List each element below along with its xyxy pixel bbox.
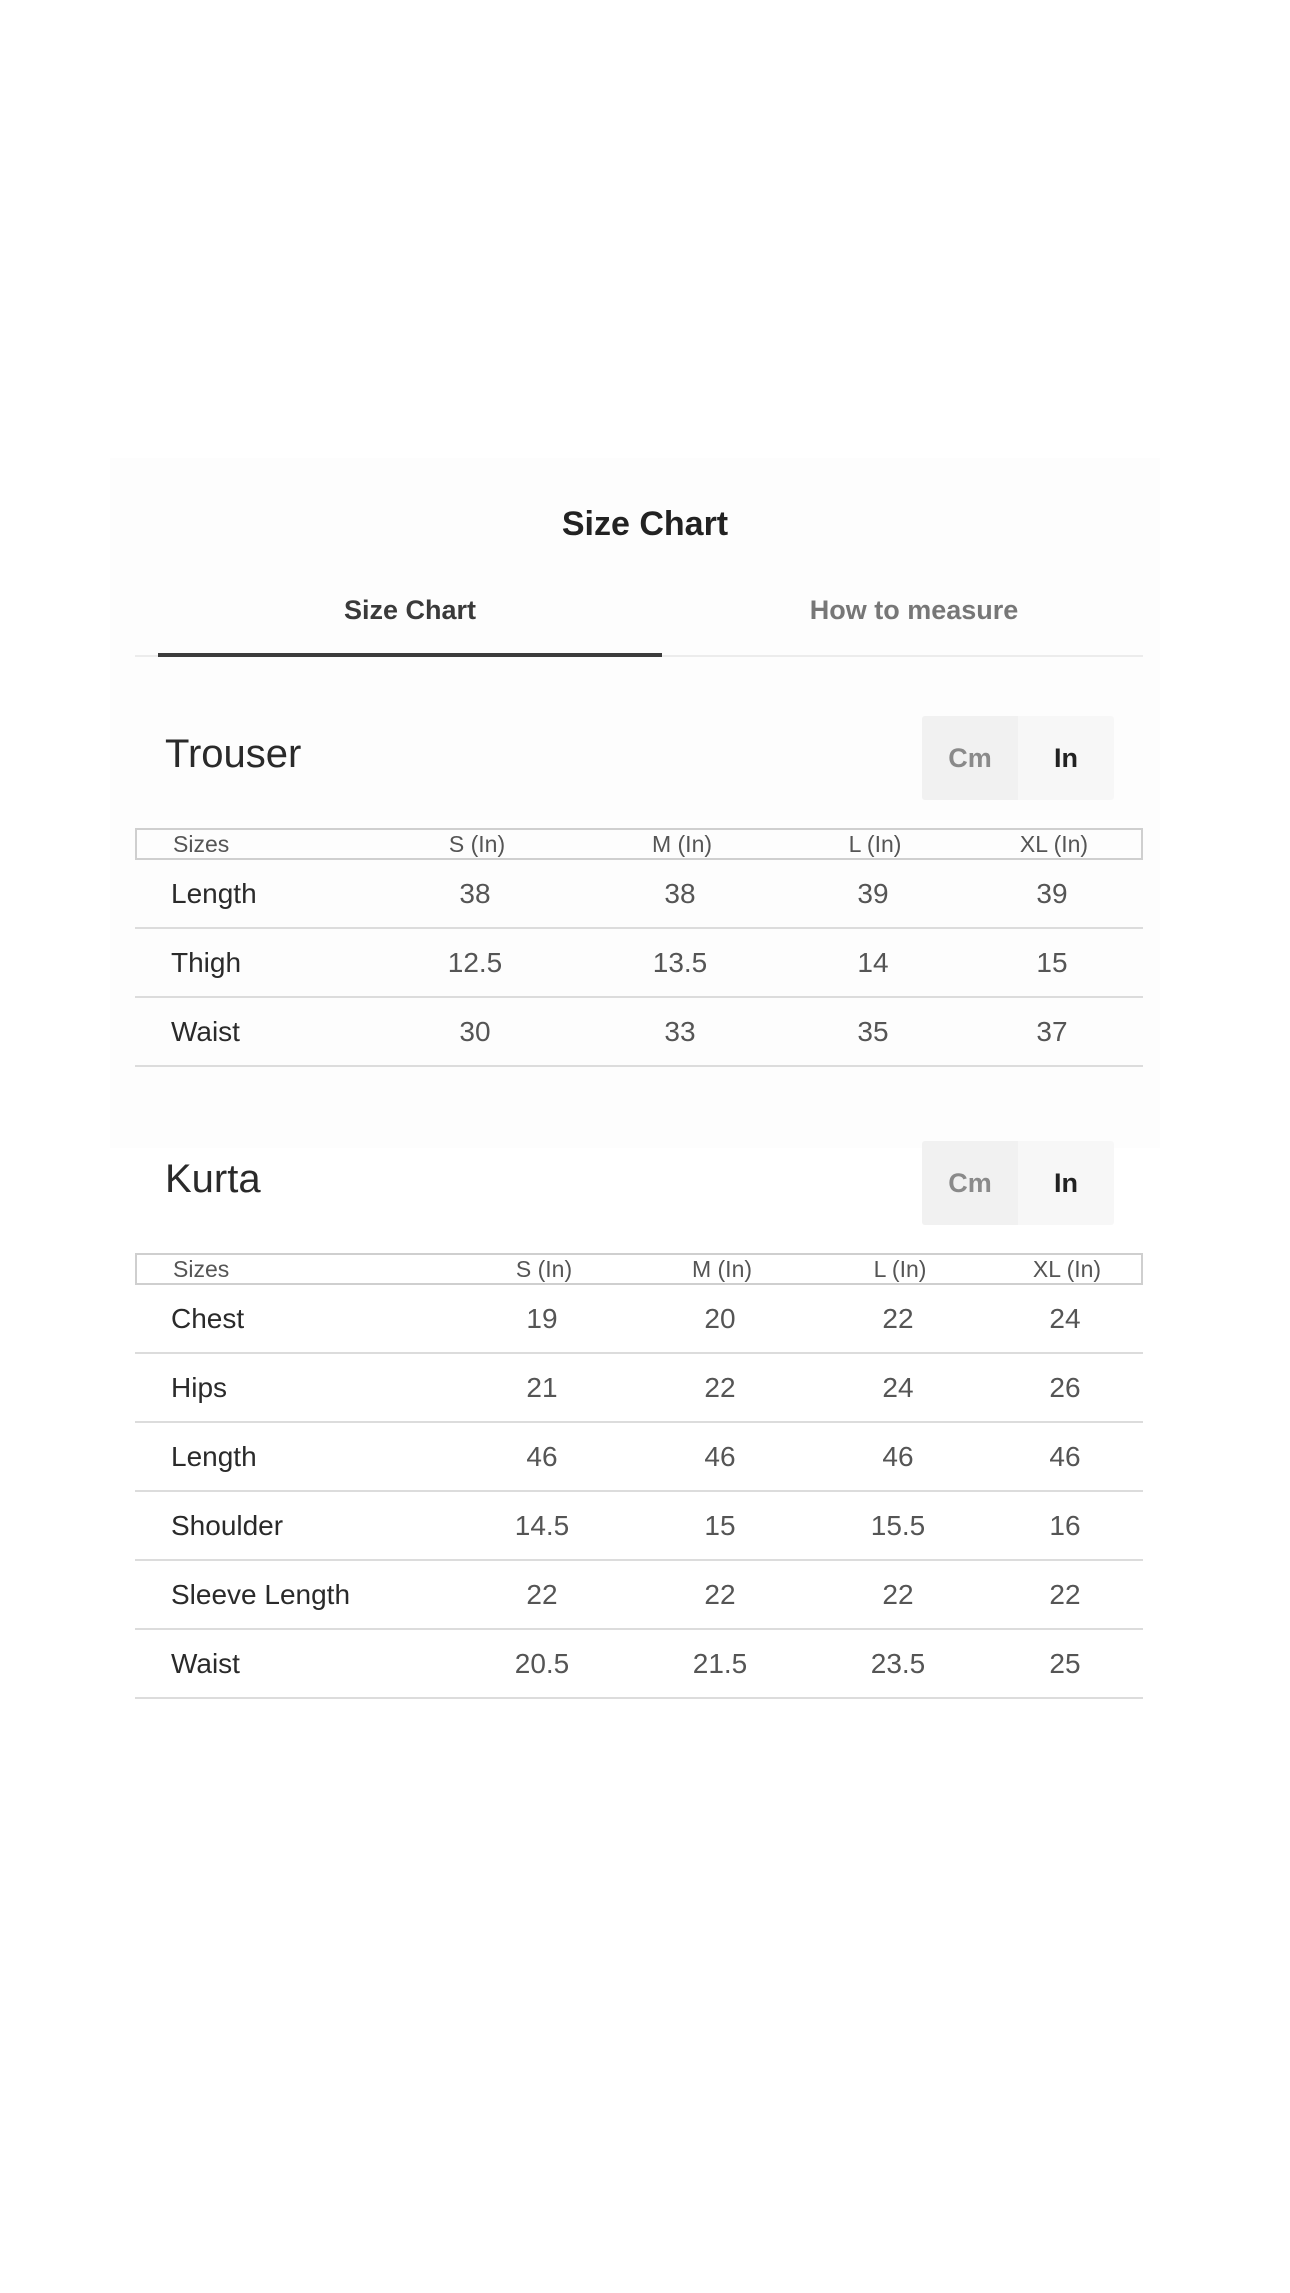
- cell-value: 13.5: [652, 947, 708, 978]
- cell-value: 24: [1049, 1303, 1081, 1334]
- unit-toggle-kurta: [922, 1141, 1114, 1225]
- row-label: Chest: [171, 1303, 245, 1334]
- row-label: Waist: [171, 1648, 240, 1679]
- header-s-label: S (In): [515, 1256, 573, 1282]
- table-row: [135, 860, 1143, 929]
- section-title-trouser: Trouser: [165, 732, 302, 776]
- cell-value: 16: [1049, 1510, 1081, 1541]
- cell-value: 14: [857, 947, 889, 978]
- cell-value: 14.5: [514, 1510, 570, 1541]
- cell-value: 20: [704, 1303, 736, 1334]
- cell-value: 30: [459, 1016, 491, 1047]
- row-label: Length: [171, 878, 257, 909]
- table-row: [135, 1492, 1143, 1561]
- cell-value: 19: [526, 1303, 558, 1334]
- table-header: [135, 828, 1143, 860]
- modal-title: Size Chart: [561, 505, 729, 543]
- unit-toggle-trouser: [922, 716, 1114, 800]
- header-sizes: Sizes: [173, 1256, 230, 1282]
- cell-value: 26: [1049, 1372, 1081, 1403]
- unit-in-button[interactable]: In: [1054, 1168, 1078, 1198]
- header-xl-label: XL (In): [1019, 831, 1089, 857]
- cell-value: 21.5: [692, 1648, 748, 1679]
- cell-value: 33: [664, 1016, 696, 1047]
- cell-value: 15: [1036, 947, 1068, 978]
- unit-cm-button[interactable]: Cm: [922, 1141, 1018, 1225]
- cell-value: 21: [526, 1372, 558, 1403]
- tab-bar: [135, 580, 1143, 657]
- table-row: [135, 1423, 1143, 1492]
- cell-value: 15.5: [870, 1510, 926, 1541]
- header-s-label: S (In): [448, 831, 506, 857]
- tab-size-chart[interactable]: Size Chart: [158, 580, 662, 655]
- header-m-label: M (In): [691, 1256, 753, 1282]
- cell-value: 15: [704, 1510, 736, 1541]
- cell-value: 46: [526, 1441, 558, 1472]
- table-row: [135, 929, 1143, 998]
- cell-value: 20.5: [514, 1648, 570, 1679]
- header-xl-label: XL (In): [1032, 1256, 1102, 1282]
- table-row: [135, 1354, 1143, 1423]
- cell-value: 22: [882, 1303, 914, 1334]
- header-sizes: Sizes: [173, 831, 230, 857]
- tab-how-to-measure[interactable]: How to measure: [809, 595, 1019, 625]
- row-label: Waist: [171, 1016, 240, 1047]
- row-label: Sleeve Length: [171, 1579, 351, 1610]
- cell-value: 22: [704, 1372, 736, 1403]
- unit-in-button[interactable]: In: [1054, 743, 1078, 773]
- table-row: [135, 1561, 1143, 1630]
- row-label: Thigh: [171, 947, 242, 978]
- cell-value: 37: [1036, 1016, 1068, 1047]
- cell-value: 24: [882, 1372, 914, 1403]
- unit-cm-button[interactable]: Cm: [922, 716, 1018, 800]
- row-label: Hips: [171, 1372, 228, 1403]
- cell-value: 12.5: [447, 947, 503, 978]
- cell-value: 22: [882, 1579, 914, 1610]
- table-header: [135, 1253, 1143, 1285]
- cell-value: 39: [1036, 878, 1068, 909]
- cell-value: 22: [704, 1579, 736, 1610]
- cell-value: 39: [857, 878, 889, 909]
- table-row: [135, 998, 1143, 1067]
- cell-value: 22: [526, 1579, 558, 1610]
- cell-value: 38: [664, 878, 696, 909]
- row-label: Shoulder: [171, 1510, 284, 1541]
- cell-value: 35: [857, 1016, 889, 1047]
- cell-value: 25: [1049, 1648, 1081, 1679]
- cell-value: 22: [1049, 1579, 1081, 1610]
- cell-value: 46: [1049, 1441, 1081, 1472]
- header-l-label: L (In): [848, 831, 902, 857]
- header-l-label: L (In): [873, 1256, 927, 1282]
- header-m-label: M (In): [651, 831, 713, 857]
- cell-value: 38: [459, 878, 491, 909]
- row-label: Length: [171, 1441, 257, 1472]
- section-title-kurta: Kurta: [165, 1157, 261, 1201]
- cell-value: 23.5: [870, 1648, 926, 1679]
- cell-value: 46: [882, 1441, 914, 1472]
- kurta-size-table: [135, 1253, 1143, 1699]
- table-row: [135, 1285, 1143, 1354]
- trouser-size-table: [135, 828, 1143, 1067]
- table-row: [135, 1630, 1143, 1699]
- cell-value: 46: [704, 1441, 736, 1472]
